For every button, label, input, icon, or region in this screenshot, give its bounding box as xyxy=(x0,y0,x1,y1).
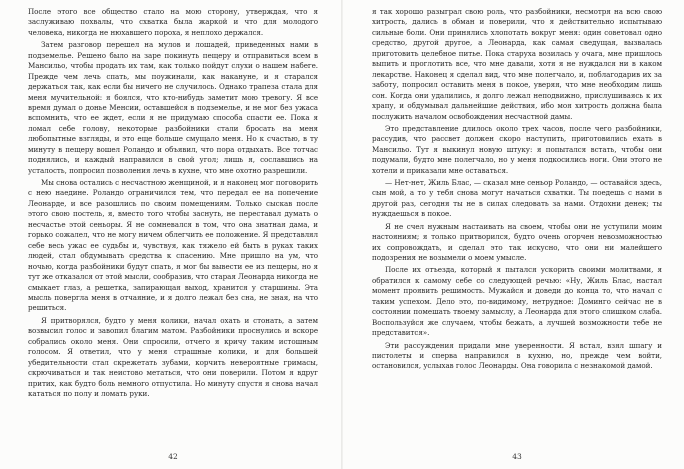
paragraph: Затем разговор перешел на мулов и лошадей, приведенных нами в подземелье. Решено было на заре покинуть пещеру и отправиться всем в Мансильо, чтобы продать их там, как только пойдут слухи о нашем набеге. Прежде чем лечь спать, мы поужинали, как накануне, и я старался держаться так, как если бы ничего не случилось. Однако трапеза стала для меня мучительной: я боялся, что кто-нибудь заметит мою тревогу. Я все время думал о донье Менсии, оставшейся в подземелье, и не мог без ужаса вспомнить, что ее ждет, если я не придумаю способа спасти ее. Пока я ломал себе голову, некоторые разбойники стали бросать на меня любопытные взгляды, и это еще больше смущало меня. Но к счастью, в ту минуту в пещеру вошел Роландо и объявил, что пора отдыхать. Все тотчас поднялись, и каждый направился в свой угол; лишь я, сославшись на усталость, попросил позволения лечь в кухне, что мне охотно разрешили. xyxy=(28,40,318,175)
paragraph: Это представление длилось около трех часов, после чего разбойники, рассудив, что рассвет должен скоро наступить, приготовились ехать в Мансильо. Тут я выкинул новую штуку: я попытался встать, чтобы они подумали, будто мне полегчало, но у меня подкосились ноги. Они этого не хотели и приказали мне оставаться. xyxy=(372,123,662,175)
book-gutter xyxy=(341,0,343,469)
paragraph: После их отъезда, который я пытался ускорить своими молитвами, я обратился к самому себе со следующей речью: «Ну, Жиль Блас, настал момент проявить решимость. Мужайся и доведи до конца то, что начал с таким успехом. Дело это, по-видимому, нетрудное: Доминго сейчас не в состоянии помешать твоему замыслу, а Леонарда для этого слишком слаба. Воспользуйся же случаем, чтобы бежать, а лучшей возможности тебе не представится». xyxy=(372,265,662,338)
paragraph: я так хорошо разыграл свою роль, что разбойники, несмотря на всю свою хитрость, дались в обман и поверили, что я действительно испытываю сильные боли. Они принялись хлопотать вокруг меня: один советовал одно средство, другой другое, а Леонарда, как самая сведущая, вызвалась приготовить целебное питье. Пока старуха возилась у очага, мне пришлось выпить и проглотить все, что мне давали, хотя я не нуждался ни в каком лекарстве. Наконец я сделал вид, что мне полегчало, и, поблагодарив их за заботу, попросил оставить меня в покое, уверяя, что мне необходим лишь сон. Когда они удалились, я долго лежал неподвижно, прислушиваясь к их храпу, и обдумывал дальнейшие действия, ибо моя хитрость должна была послужить началом освобождения несчастной дамы. xyxy=(372,7,662,121)
left-page xyxy=(28,7,318,455)
paragraph: — Нет-нет, Жиль Блас, — сказал мне сеньор Роландо, — оставайся здесь, сын мой, а то у тебя снова могут начаться схватки. Ты поедешь с нами в другой раз, сегодня ты не в силах следовать за нами. Отдохни денек; ты нуждаешься в покое. xyxy=(372,178,662,219)
paragraph: Эти рассуждения придали мне уверенности. Я встал, взял шпагу и пистолеты и сперва направился в кухню, но, прежде чем войти, остановился, услыхав голос Леонарды. Она говорила с незнакомой дамой. xyxy=(372,340,662,371)
page-number-right: 43 xyxy=(512,452,522,461)
paragraph: Я не счел нужным настаивать на своем, чтобы они не уступили моим настояниям; я только притворился, будто очень огорчен невозможностью их сопровождать, и сделал это так искусно, что они ни малейшего подозрения не возымели о моем умысле. xyxy=(372,221,662,263)
paragraph: После этого все общество стало на мою сторону, утверждая, что я заслуживаю похвалы, что схватка была жаркой и что для молодого человека, никогда не нюхавшего пороха, я неплохо держался. xyxy=(28,7,318,37)
paragraph: Я притворялся, будто у меня колики, начал охать и стонать, а затем возвысил голос и завопил благим матом. Разбойники проснулись и вскоре собрались около меня. Они спросили, отчего я кричу таким истошным голосом. Я ответил, что у меня страшные колики, и для большей убедительности стал скрежетать зубами, корчить невероятные гримасы, скрючиваться и так неистово метаться, что они поверили. Потом я вдруг притих, как будто боль немного отпустила. Но минуту спустя я снова начал кататься по полу и ломать руки. xyxy=(28,315,318,398)
page-number-left: 42 xyxy=(168,452,178,461)
paragraph: Мы снова остались с несчастною женщиной, и я наконец мог поговорить с нею наедине. Роландо ограничился тем, что передал ее на попечение Леонарде, и все разошлись по своим помещениям. Только сыскав после этого свою постель, я, вместо того чтобы заснуть, не переставал думать о несчастье этой сеньоры. Я не сомневался в том, что она знатная дама, и горько сожалел, что не могу ничем облегчить ее положение. Я представлял себе весь ужас ее судьбы и, чувствуя, как тяжело ей быть в руках таких людей, стал обдумывать средства к спасению. Мне пришло на ум, что ночью, когда разбойники будут спать, я мог бы вывести ее из пещеры, но я тут же отказался от этой мысли, сообразив, что старая Леонарда никогда не смыкает глаз, а решетка, запирающая выход, хранится у старшины. Эта мысль повергла меня в отчаяние, и я долго лежал без сна, не зная, на что решиться. xyxy=(28,178,318,313)
right-page xyxy=(372,7,662,455)
